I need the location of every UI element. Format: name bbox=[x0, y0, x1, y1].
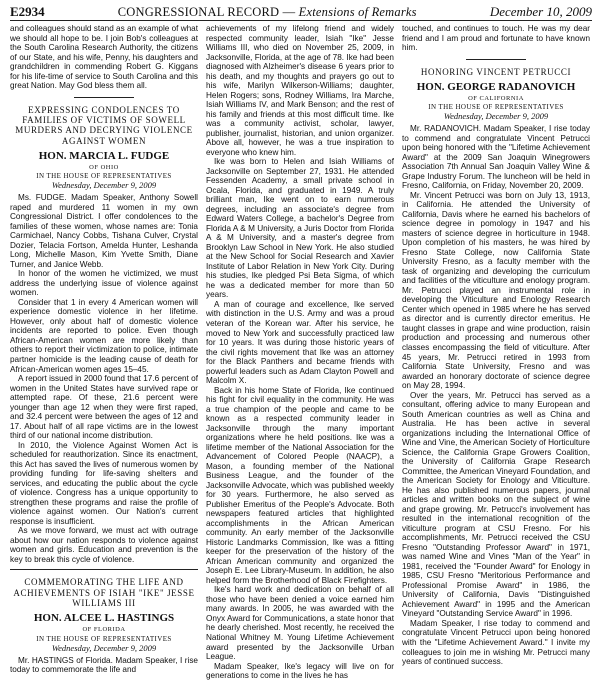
section-title: EXPRESSING CONDOLENCES TO FAMILIES OF VICTIMS OF SOWELL MURDERS AND DECRYING VIOLENCE AGAINST WOMEN bbox=[15, 104, 193, 146]
paragraph: A report issued in 2000 found that 17.6 percent of women in the United States have survived rape or attempted rape. Of these, 21.6 percent were younger than age 12 when they were first raped, and 32.4 percent were between the ages of 12 and 17. About half of all rape victims are in the lowest third of our national income distribution. bbox=[10, 374, 198, 441]
publication-name: CONGRESSIONAL RECORD — bbox=[117, 5, 296, 19]
paragraph: Back in his home State of Florida, Ike continued his fight for civil equality in the community. He was a true champion of the people and came to be known as a respected community leader in Jacksonville through the many important organizations where he held positions. Ike was a lifetime member of the National Association for the Advancement of Colored People (NAACP), a Mason, a founding member of the National Business League, and the founder of the Jacksonville Advocate, which was published weekly for 30 years. Furthermore, he also served as Publisher Emeritus of the People's Advocate. Both newspapers featured articles that highlighted accomplishments in the African American community. An early member of the Jacksonville Historic Landmarks Commission, Ike was a fitting keeper for the preservation of the history of the African American community and organized the Joseph E. Lee Library-Museum. In addition, he also helped form the Brotherhood of Black Firefighters. bbox=[206, 385, 394, 585]
section-divider bbox=[466, 59, 526, 60]
paragraph: A man of courage and excellence, Ike served with distinction in the U.S. Army and was a proud veteran of the Korean war. After his service, he moved to New York and successfully practiced law for 10 years. It was during those historic years of the civil rights movement that Ike was an attorney for the Black Panthers and became friends with powerful leaders such as Adam Clayton Powell and Malcolm X. bbox=[206, 299, 394, 386]
paragraph: Mr. RADANOVICH. Madam Speaker, I rise today to commend and congratulate Vincent Petrucci upon being honored with the "Lifetime Achievement Award" at the 2009 San Joaquin Winegrowers Association 7th Annual San Joaquin Valley Wine & Grape Industry Forum. The luncheon will be held in Fresno, California, on Friday, November 20, 2009. bbox=[402, 124, 590, 191]
remarks-date: Wednesday, December 9, 2009 bbox=[51, 642, 157, 653]
chamber-line: IN THE HOUSE OF REPRESENTATIVES bbox=[428, 103, 564, 112]
paragraph: Madam Speaker, Ike's legacy will live on for generations to come in the lives he has bbox=[206, 661, 394, 681]
section-name: Extensions of Remarks bbox=[298, 5, 417, 19]
remarks-date: Wednesday, December 9, 2009 bbox=[51, 180, 157, 191]
column-1 bbox=[10, 24, 198, 694]
chamber-line: IN THE HOUSE OF REPRESENTATIVES bbox=[36, 634, 172, 643]
paragraph: Over the years, Mr. Petrucci has served as a consultant, offering advice to many European and South American countries as well as China and Australia. He has been active in several organizations including the International Office of Wine and Vine, the American Society of Horticulture Science, the California Grape Growers Coalition, the University of California Grape Research Committee, the American Vineyard Foundation, and the American Society for Enology and Viticulture. He has also published numerous papers, journal articles and written books on the subject of wine and grape growing. Mr. Petrucci's involvement has resulted in the international recognition of the viticulture program at CSU Fresno. For his accomplishments, Mr. Petrucci received the CSU Fresno "Outstanding Professor Award" in 1971, was named Wine and Vines "Man of the Year" in 1981, received the "Founder Award" for Enology in 1985, CSU Fresno "Meritorious Performance and Professional Promise Award" in 1986, the University of California, Davis "Distinguished Achievement Award" in 1995 and the American Vineyard "Outstanding Service Award" in 1996. bbox=[402, 390, 590, 619]
paragraph: As we move forward, we must act with outrage about how our nation responds to violence against women and girls. Education and prevention is the key to break this cycle of violence. bbox=[10, 526, 198, 564]
page-header bbox=[10, 4, 592, 18]
header-date: December 10, 2009 bbox=[489, 4, 592, 19]
column-2 bbox=[206, 24, 394, 694]
paragraph: touched, and continues to touch. He was my dear friend and I am proud and fortunate to have known him. bbox=[402, 24, 590, 53]
header-rule bbox=[10, 20, 592, 21]
section-title: COMMEMORATING THE LIFE AND ACHIEVEMENTS OF ISIAH "IKE" JESSE WILLIAMS III bbox=[13, 577, 195, 609]
column-3 bbox=[402, 24, 590, 694]
section-divider bbox=[10, 569, 198, 570]
paragraph: In honor of the women he victimized, we must address the underlying issue of violence against women. bbox=[10, 269, 198, 298]
paragraph: Consider that 1 in every 4 American women will experience domestic violence in her lifetime. However, only about half of domestic violence incidents are reported to police. Even though African-American women are more likely than others to report their victimization to police, intimate partner homicide is the leading cause of death for African-American women ages 15–45. bbox=[10, 297, 198, 374]
remarks-date: Wednesday, December 9, 2009 bbox=[443, 111, 549, 122]
paragraph: achievements of my lifelong friend and widely respected community leader, Isiah "Ike" Jesse Williams III, who died on November 25, 2009, in Jacksonville, Florida, at the age of 78. Ike had been diagnosed with Alzheimer's disease 6 years prior to his death, and my thoughts and prayers go out to his wife, Marilyn Wilkerson-Williams; daughter, Helen Rogers; sons, Rodney Williams, Ira Marche, Isiah Williams IV, and Mark Benson; and the rest of his family and friends at this most difficult time. Ike was a community activist, scholar, lawyer, publisher, journalist, historian, and union organizer. Above all, however, he was a true inspiration to everyone who knew him. bbox=[206, 24, 394, 157]
paragraph: Ike's hard work and dedication on behalf of all those who have been denied a voice earned him many awards. In 2005, he was awarded with the Onyx Award for Communications, a state honor that he dearly cherished. Most recently, he received the National Whitney M. Young Lifetime Achievement award presented by the Jacksonville Urban League. bbox=[206, 585, 394, 662]
member-state: OF FLORIDA bbox=[82, 626, 126, 634]
paragraph: Mr. HASTINGS of Florida. Madam Speaker, I rise today to commemorate the life and bbox=[10, 655, 198, 675]
page-number: E2934 bbox=[10, 4, 45, 19]
section-divider bbox=[74, 97, 134, 98]
columns bbox=[10, 24, 592, 694]
paragraph: Mr. Vincent Petrucci was born on July 13, 1913, in California. He attended the University of California, Davis where he earned his bachelors of science degree in pomology in 1947 and his masters of science degree in horticulture in 1948. Upon completion of his masters, he was hired by Fresno State College, now California State University Fresno, as a faculty member with the task of organizing and developing the curriculum and facilities of the viticulture and enology program. Mr. Petrucci played an instrumental role in developing the Viticulture and Enology Research Center which opened in 1985 where he has served as director and is currently director emeritus. He taught classes in grape and wine production, raisin production and processing and numerous other classes encompassing the field of viticulture. After 45 years, Mr. Petrucci retired in 1993 from California State University, Fresno and was awarded an honorary doctorate of science degree on May 28, 1994. bbox=[402, 190, 590, 391]
section-title: HONORING VINCENT PETRUCCI bbox=[420, 66, 572, 77]
paragraph: and colleagues should stand as an example of what we should all hope to be. I join Bob's colleagues at the South Carolina Research Authority, the citizens of our State, and his wife, Penny, his daughters and grandchildren in commending Robert G. Kiggans for his life-time of service to South Carolina and this great Nation. May God bless them all. bbox=[10, 24, 198, 91]
member-state: OF OHIO bbox=[89, 163, 119, 171]
chamber-line: IN THE HOUSE OF REPRESENTATIVES bbox=[36, 172, 172, 181]
paragraph: Ike was born to Helen and Isiah Williams of Jacksonville on September 27, 1931. He attended Fessenden Academy, a small private school in Ocala, Florida, and graduated in 1949. A truly brilliant man, Ike went on to earn numerous degrees, including an associate's degree from Edward Waters College, a bachelor's Degree from Florida A & M University, a Juris Doctor from Florida A & M University, and a master's degree from Brooklyn Law School in New York. He also studied at the New School for Social Research and Xavier Institute of Labor Relation in New York City. During his studies, Ike pledged Psi Beta Sigma, of which he was a dedicated member for more than 50 years. bbox=[206, 157, 394, 300]
member-name: HON. ALCEE L. HASTINGS bbox=[33, 612, 175, 625]
paragraph: In 2010, the Violence Against Women Act is scheduled for reauthorization. Since its enactment, this Act has saved the lives of numerous women by providing funding for life-saving shelters and services, and educating the public about the cycle of violence. Congress has a unique opportunity to strengthen these programs and raise the profile of violence against women. Our Nation's current response is insufficient. bbox=[10, 440, 198, 526]
publication-title bbox=[118, 5, 417, 20]
paragraph: Madam Speaker, I rise today to commend and congratulate Vincent Petrucci upon being honored with the "Lifetime Achievement Award." I invite my colleagues to join me in wishing Mr. Petrucci many years of continued success. bbox=[402, 618, 590, 667]
member-name: HON. GEORGE RADANOVICH bbox=[416, 80, 576, 93]
member-state: OF CALIFORNIA bbox=[468, 94, 524, 102]
member-name: HON. MARCIA L. FUDGE bbox=[38, 149, 170, 162]
paragraph: Ms. FUDGE. Madam Speaker, Anthony Sowell raped and murdered 11 women in my own Congressional District. I offer condolences to the families of these women, whose names are: Tonia Carmichael, Nancy Cobbs, Tishana Culver, Crystal Dozier, Telacia Fortson, Amelda Hunter, Leshanda Long, Michelle Mason, Kim Yvette Smith, Diane Turner, and Janice Webb. bbox=[10, 193, 198, 269]
